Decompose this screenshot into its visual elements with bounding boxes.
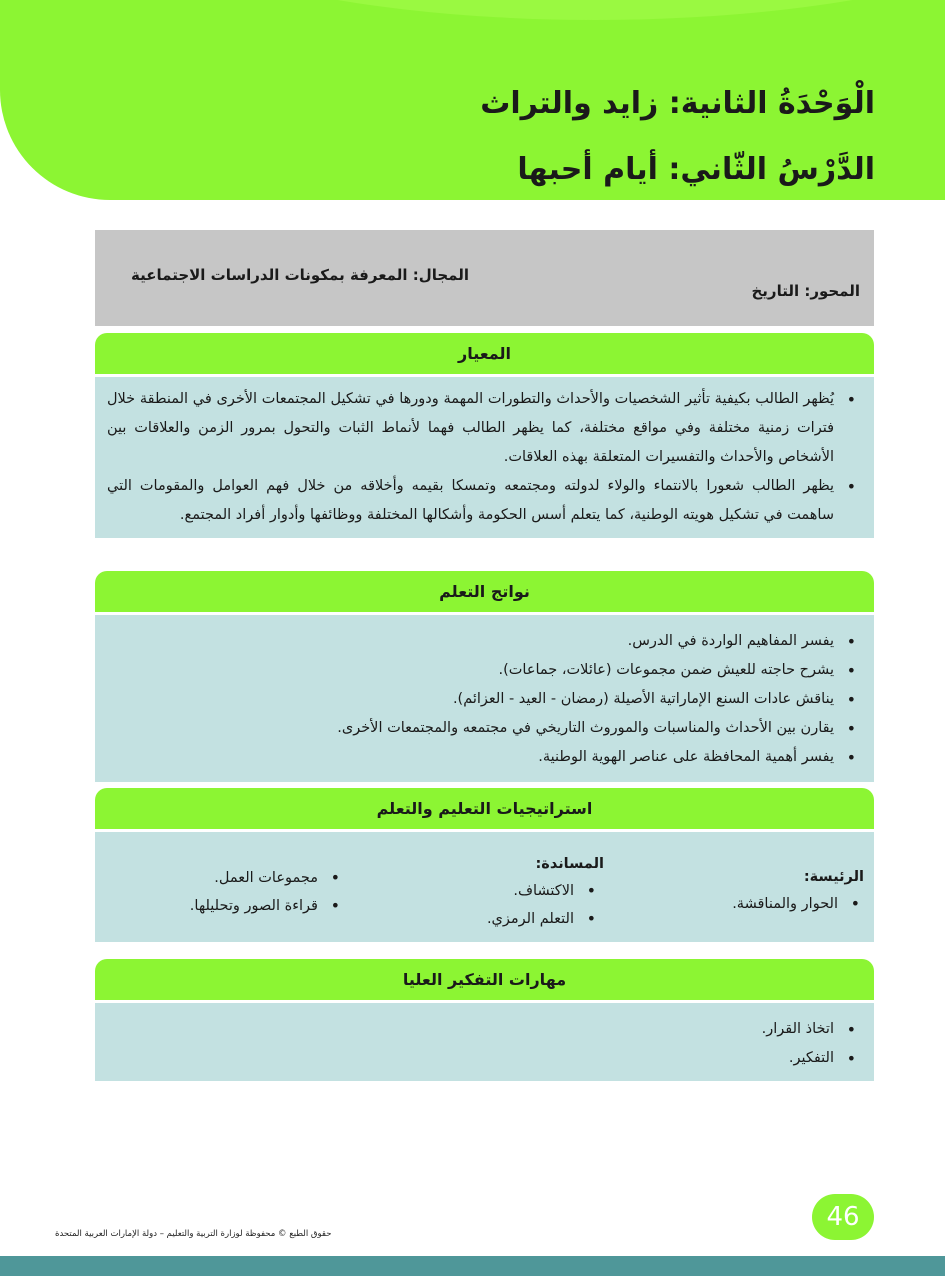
strategies-extra-list <box>190 864 344 920</box>
list-item: • قراءة الصور وتحليلها. <box>190 892 344 920</box>
strategies-support-list <box>487 877 600 933</box>
list-item: • يقارن بين الأحداث والمناسبات والموروث التاريخي في مجتمعه والمجتمعات الأخرى. <box>107 714 860 743</box>
strategies-extra-column <box>190 864 344 920</box>
outcomes-body <box>95 615 874 782</box>
strategies-main-label: الرئيسة: <box>803 869 864 885</box>
standard-body <box>95 377 874 538</box>
skills-body <box>95 1003 874 1081</box>
list-item: • مجموعات العمل. <box>190 864 344 892</box>
list-item: • اتخاذ القرار. <box>107 1015 860 1044</box>
outcomes-heading: نواتج التعلم <box>95 571 874 612</box>
strategies-heading: استراتيجيات التعليم والتعلم <box>95 788 874 829</box>
list-item: • يناقش عادات السنع الإماراتية الأصيلة (رمضان - العيد - العزائم). <box>107 685 860 714</box>
domain-label: المجال: المعرفة بمكونات الدراسات الاجتماعية <box>131 266 469 284</box>
outcomes-section <box>95 571 874 782</box>
outcomes-list <box>107 627 860 772</box>
list-item: • يفسر أهمية المحافظة على عناصر الهوية الوطنية. <box>107 743 860 772</box>
copyright-notice: حقوق الطبع © محفوظة لوزارة التربية والتعليم – دولة الإمارات العربية المتحدة <box>55 1229 332 1239</box>
strategies-support-column <box>487 851 604 933</box>
strategies-body <box>95 832 874 942</box>
meta-panel <box>95 230 874 326</box>
list-item: • يشرح حاجته للعيش ضمن مجموعات (عائلات، جماعات). <box>107 656 860 685</box>
list-item: • يظهر الطالب شعورا بالانتماء والولاء لدولته ومجتمعه وتمسكا بقيمه وأخلاقه من خلال فهم العوامل والمقومات التي ساهمت في تشكيل هويته الوطنية، كما يتعلم أسس الحكومة وأشكالها المختلفة ووظائفها وأدوار أفراد المجتمع. <box>107 472 860 530</box>
standard-section <box>95 333 874 538</box>
skills-heading: مهارات التفكير العليا <box>95 959 874 1000</box>
standard-heading: المعيار <box>95 333 874 374</box>
banner-decoration <box>95 0 945 20</box>
footer-bar <box>0 1256 945 1276</box>
list-item: • يفسر المفاهيم الواردة في الدرس. <box>107 627 860 656</box>
list-item: • الاكتشاف. <box>487 877 600 905</box>
unit-title: الْوَحْدَةُ الثانية: زايد والتراث <box>480 86 875 121</box>
list-item: • التفكير. <box>107 1044 860 1073</box>
standard-list <box>107 385 860 530</box>
list-item: • يُظهر الطالب بكيفية تأثير الشخصيات والأحداث والتطورات المهمة ودورها في تشكيل المجتمعات الأخرى في المنطقة خلال فترات زمنية مختلفة وفي مواقع مختلفة، كما يظهر الطالب فهما لأنماط الثبات والتحول بمرور الزمن والعلاقات بين الأشخاص والأحداث والتفسيرات المتعلقة بهذه العلاقات. <box>107 385 860 472</box>
lesson-title: الدَّرْسُ الثّاني: أيام أحبها <box>517 152 875 187</box>
page-number: 46 <box>812 1194 874 1240</box>
strategies-main-column <box>732 864 864 918</box>
strategies-section <box>95 788 874 942</box>
list-item: • الحوار والمناقشة. <box>732 890 864 918</box>
axis-label: المحور: التاريخ <box>751 282 860 300</box>
skills-section <box>95 959 874 1081</box>
skills-list <box>107 1015 860 1073</box>
strategies-support-label: المساندة: <box>535 856 604 872</box>
strategies-main-list <box>732 890 864 918</box>
list-item: • التعلم الرمزي. <box>487 905 600 933</box>
